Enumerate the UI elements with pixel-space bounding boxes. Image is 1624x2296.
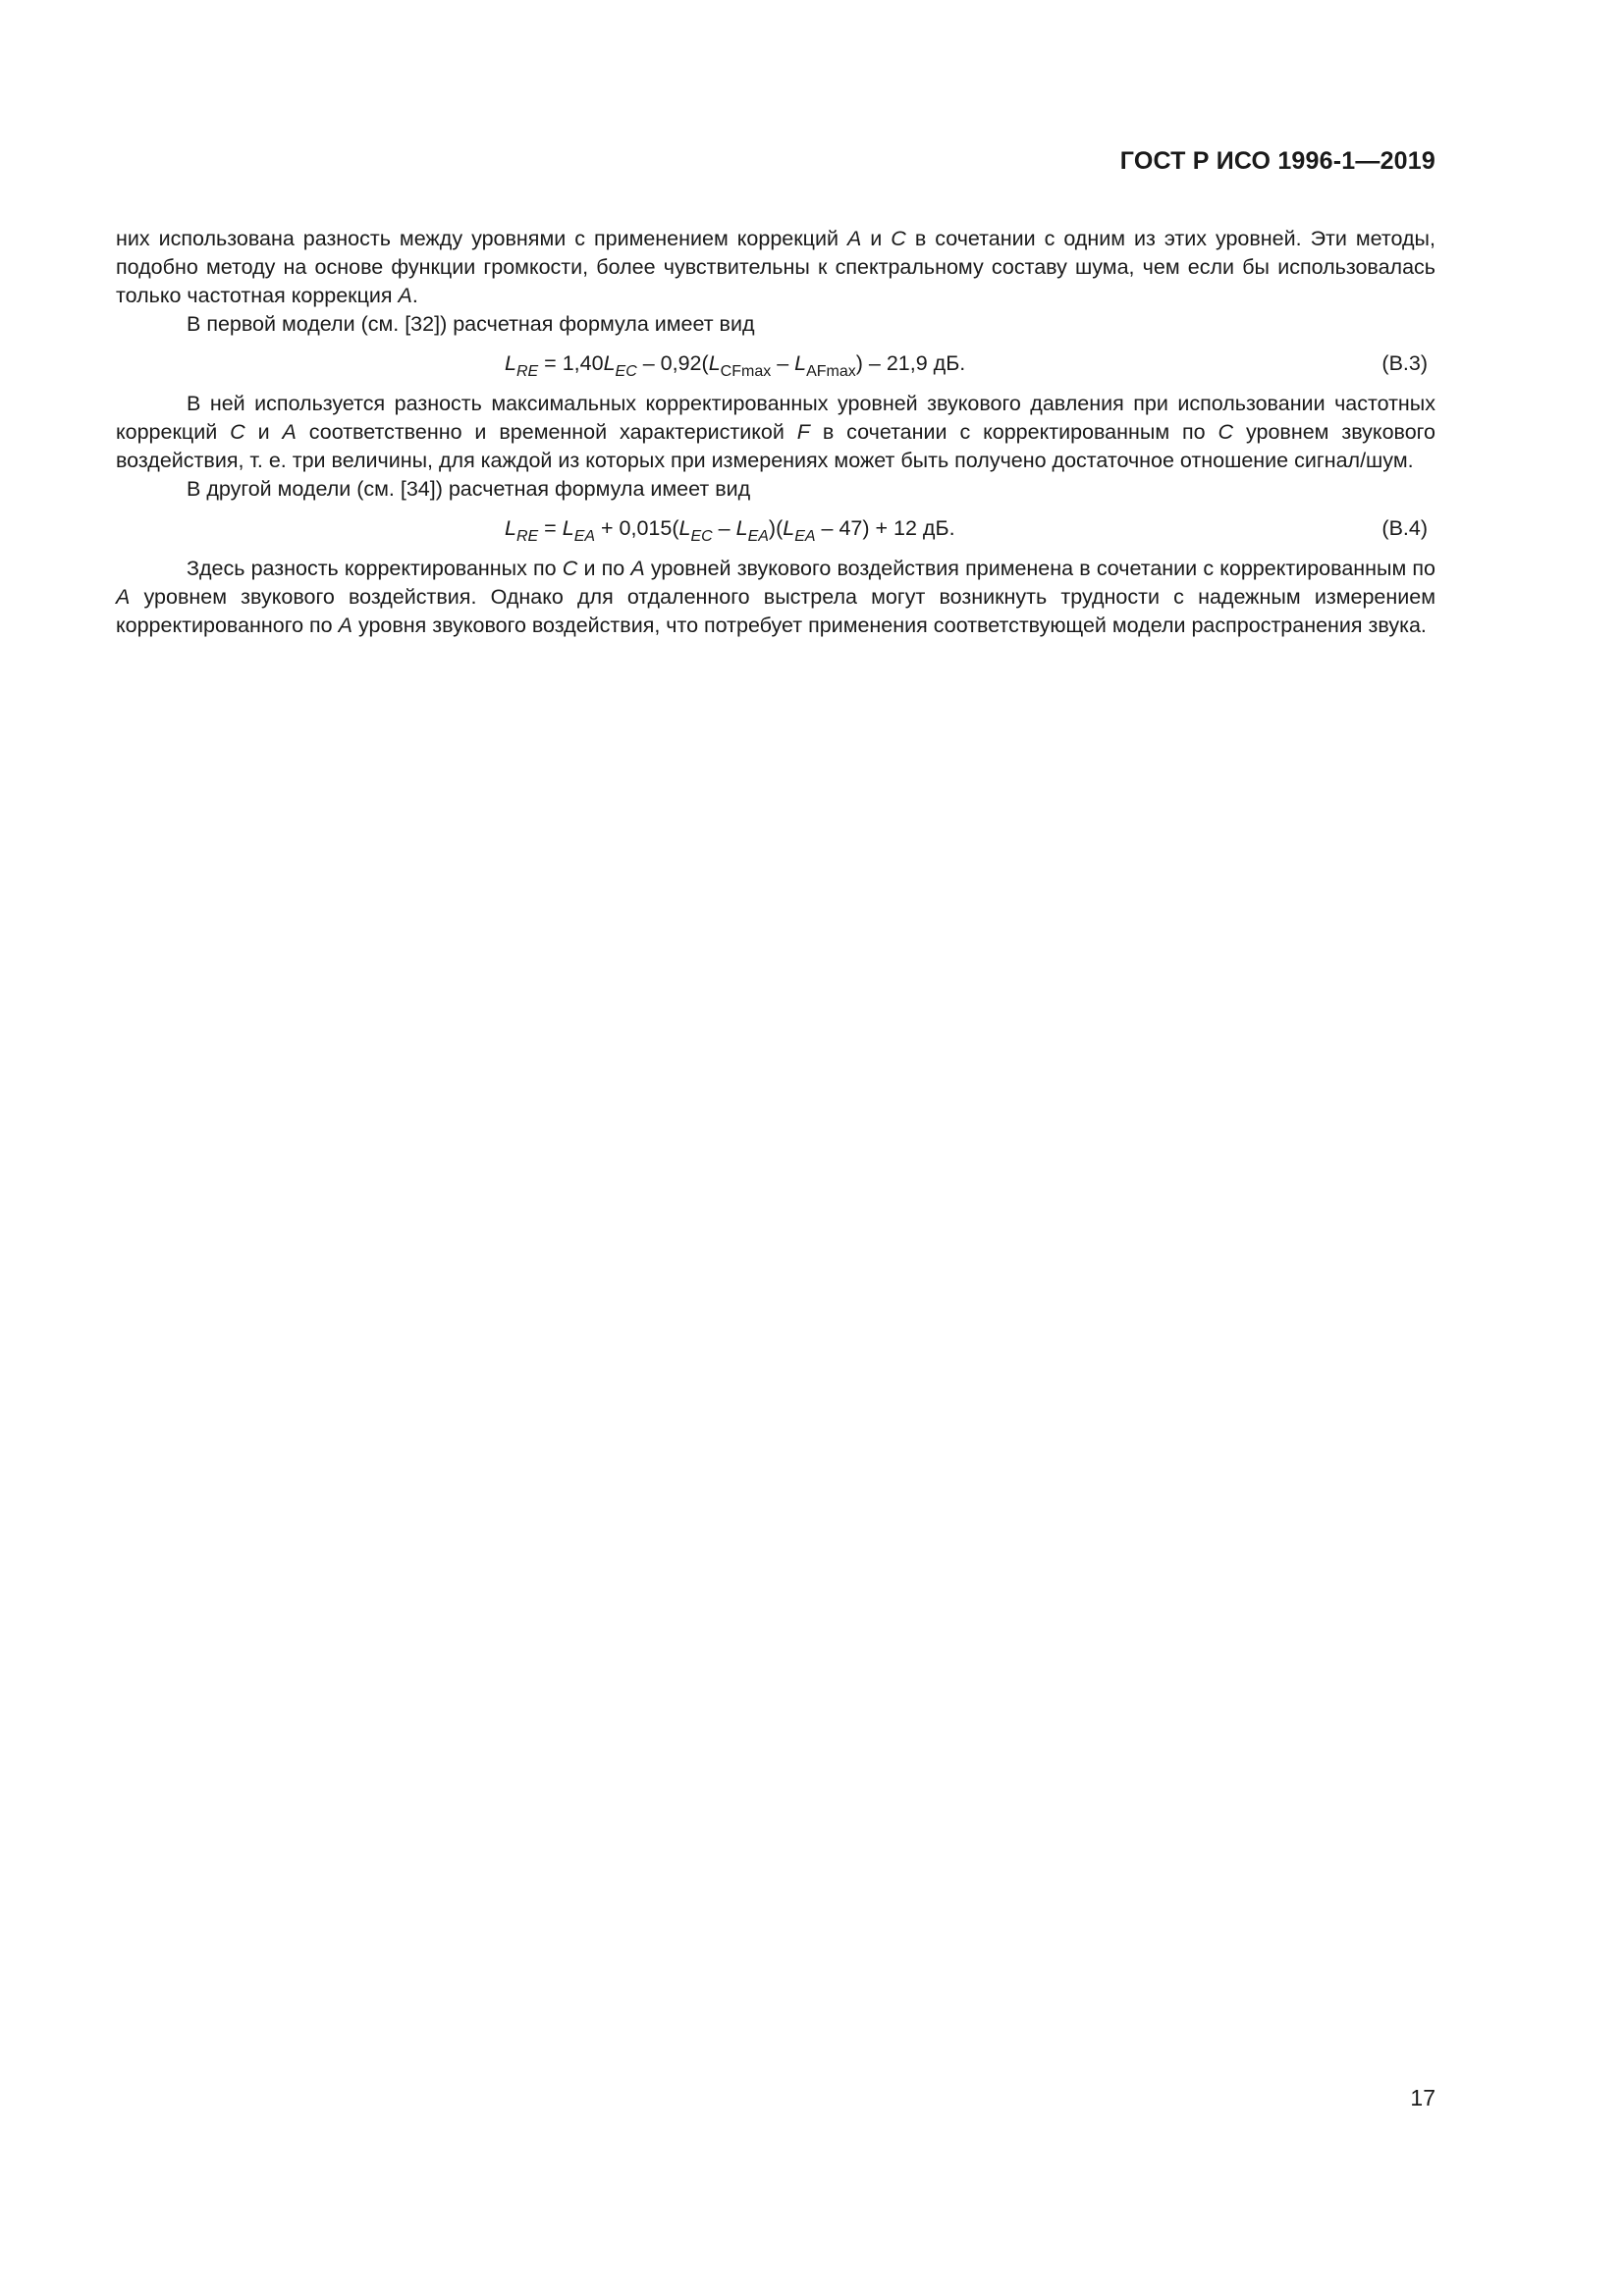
formula-b4 [116,506,1435,551]
document-header: ГОСТ Р ИСО 1996-1—2019 [1119,147,1435,175]
formula-b3 [116,341,1435,386]
document-body [116,225,1435,640]
formula-b4-number: (B.4) [1381,516,1428,540]
formula-b3-expression: $L_{RE} = 1,40L_{EC} - 0,92(L_{CFmax} - L_{AFmax}) - 21,9$ дБ. [505,351,966,380]
formula-b4-expression: $L_{RE} = L_{EA} + 0,015(L_{EC} - L_{EA})(L_{EA} - 47) + 12$ дБ. [505,516,955,545]
paragraph-5: Здесь разность корректированных по C и по A уровней звукового воздействия применена в сочетании с корректированным по A уровнем звукового воздействия. Однако для отдаленного выстрела могут возникнуть трудности с надежным измерением корректированного по A уровня звукового воздействия, что потребует применения соответствующей модели распространения звука. [116,557,1436,637]
paragraph-3: В ней используется разность максимальных корректированных уровней звукового давления при использовании частотных коррекций C и A соответственно и временной характеристикой F в сочетании с корректированным по C уровнем звукового воздействия, т. е. три величины, для каждой из которых при измерениях может быть получено достаточное отношение сигнал/шум. [116,392,1435,472]
page-number: 17 [1410,2085,1435,2110]
formula-b3-number: (B.3) [1381,351,1428,375]
paragraph-2: В первой модели (см. [32]) расчетная формула имеет вид [187,312,755,336]
paragraph-4: В другой модели (см. [34]) расчетная формула имеет вид [187,477,751,501]
paragraph-1: них использована разность между уровнями с применением коррекций A и C в сочетании с одним из этих уровней. Эти методы, подобно методу на основе функции громкости, более чувствительны к спектральному составу шума, чем если бы использовалась только частотная коррекция A. [116,227,1435,307]
